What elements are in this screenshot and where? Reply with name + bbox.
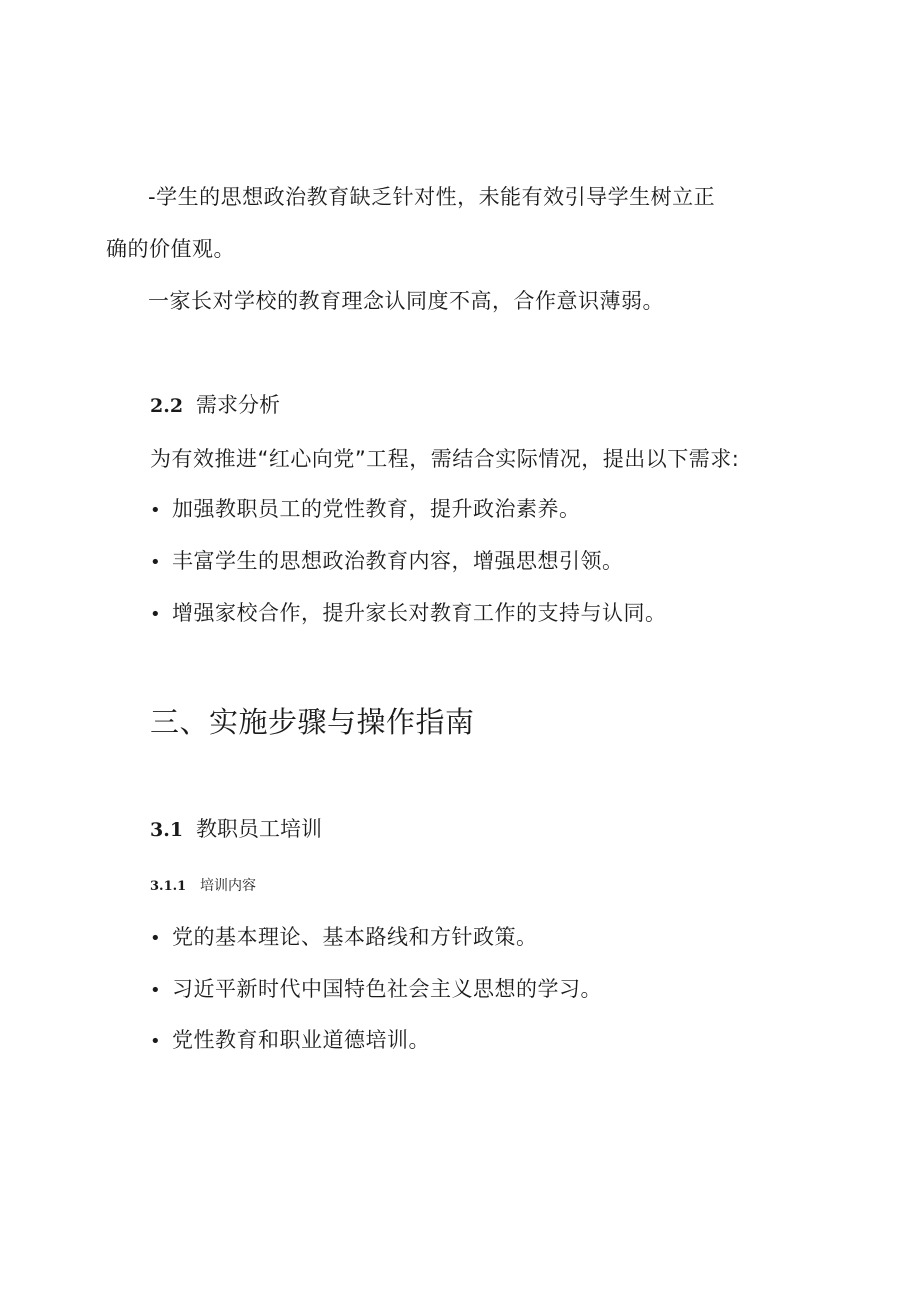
list-item-text: 丰富学生的思想政治教育内容，增强思想引领。 — [172, 549, 624, 573]
bullet-icon: • — [150, 552, 162, 573]
chapter-heading: 三、实施步骤与操作指南 — [150, 705, 475, 739]
section-heading-2-2 — [150, 391, 280, 420]
section-number: 2.2 — [150, 395, 184, 417]
list-item-text: 增强家校合作，提升家长对教育工作的支持与认同。 — [172, 601, 667, 625]
paragraph-line: 确的价值观。 — [106, 237, 235, 261]
paragraph-line: -学生的思想政治教育缺乏针对性，未能有效引导学生树立正 — [148, 185, 716, 209]
bullet-icon: • — [150, 604, 162, 625]
section-heading-3-1 — [150, 815, 322, 844]
subsection-number: 3.1.1 — [150, 879, 187, 894]
list-item — [150, 599, 667, 629]
bullet-icon: • — [150, 1031, 162, 1052]
list-item — [150, 495, 581, 525]
list-item-text: 党的基本理论、基本路线和方针政策。 — [172, 925, 538, 949]
section-title: 需求分析 — [196, 393, 280, 417]
list-item — [150, 975, 602, 1005]
list-item-text: 习近平新时代中国特色社会主义思想的学习。 — [172, 977, 602, 1001]
bullet-icon: • — [150, 928, 162, 949]
subsection-heading-3-1-1 — [150, 876, 256, 897]
bullet-icon: • — [150, 980, 162, 1001]
section-number: 3.1 — [150, 819, 184, 841]
subsection-title: 培训内容 — [200, 878, 256, 894]
list-item — [150, 547, 624, 577]
section-title: 教职员工培训 — [196, 817, 322, 841]
list-item — [150, 923, 538, 953]
section-intro: 为有效推进“红心向党”工程，需结合实际情况，提出以下需求: — [150, 447, 740, 471]
paragraph: 一家长对学校的教育理念认同度不高，合作意识薄弱。 — [148, 289, 664, 313]
bullet-icon: • — [150, 500, 162, 521]
list-item-text: 加强教职员工的党性教育，提升政治素养。 — [172, 497, 581, 521]
list-item — [150, 1026, 430, 1056]
list-item-text: 党性教育和职业道德培训。 — [172, 1028, 430, 1052]
